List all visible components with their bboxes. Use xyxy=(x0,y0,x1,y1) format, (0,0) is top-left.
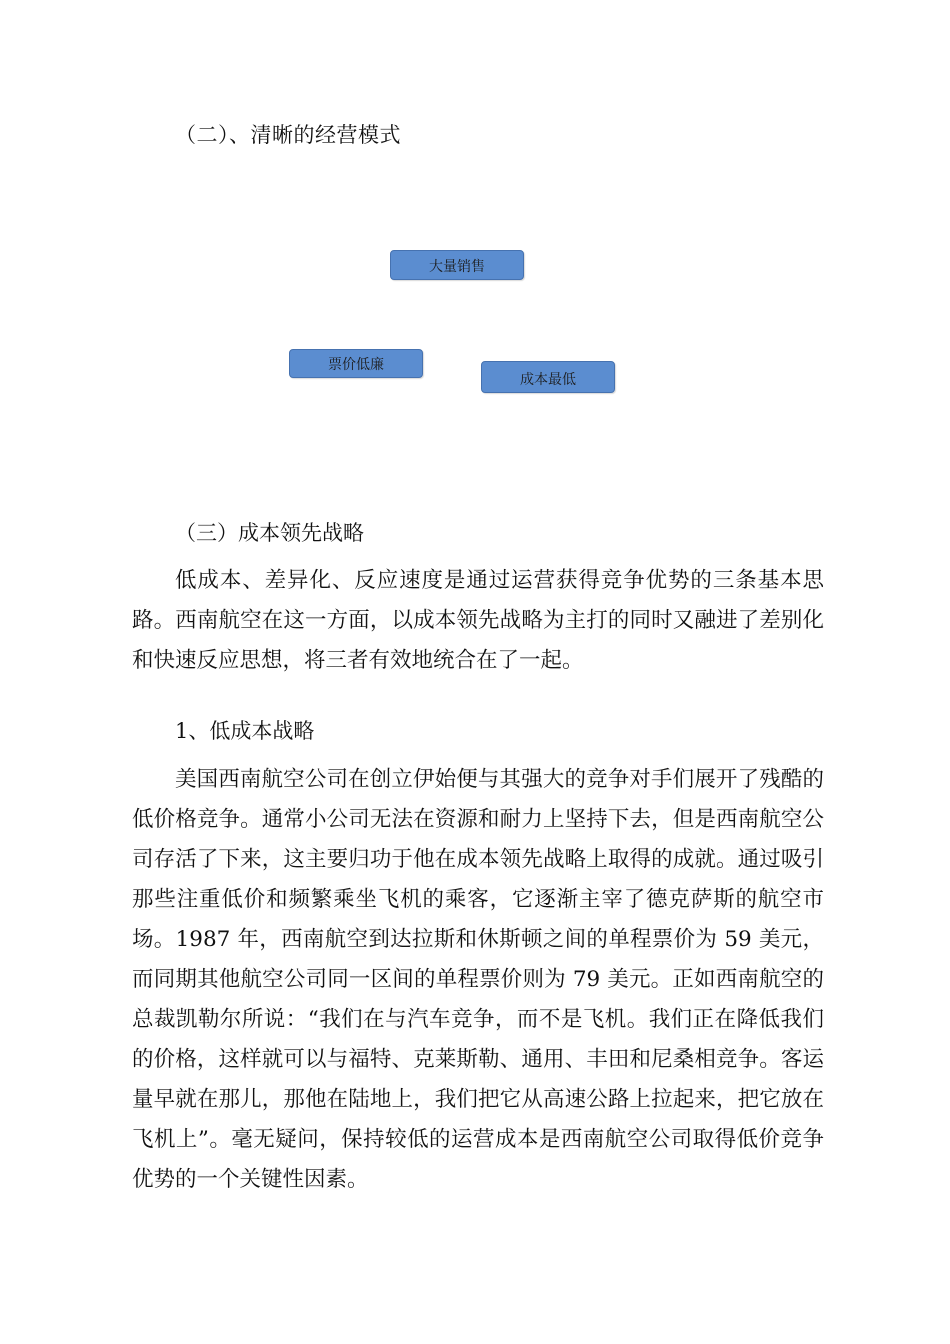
paragraph-cost-leadership: 低成本、差异化、反应速度是通过运营获得竞争优势的三条基本思路。西南航空在这一方面，以成本领先战略为主打的同时又融进了差别化和快速反应思想，将三者有效地统合在了一起。 xyxy=(132,568,824,673)
paragraph-low-cost-strategy: 美国西南航空公司在创立伊始便与其强大的竞争对手们展开了残酷的低价格竞争。通常小公司无法在资源和耐力上坚持下去，但是西南航空公司存活了下来，这主要归功于他在成本领先战略上取得的成就。通过吸引那些注重低价和频繁乘坐飞机的乘客，它逐渐主宰了德克萨斯的航空市场。1987 年，西南航空到达拉斯和休斯顿之间的单程票价为 59 美元，而同期其他航空公司同一区间的单程票价则为 79 美元。正如西南航空的总裁凯勒尔所说：“我们在与汽车竞争，而不是飞机。我们正在降低我们的价格，这样就可以与福特、克莱斯勒、通用、丰田和尼桑相竞争。客运量早就在那儿，那他在陆地上，我们把它从高速公路上拉起来，把它放在飞机上”。毫无疑问，保持较低的运营成本是西南航空公司取得低价竞争优势的一个关键性因素。 xyxy=(132,767,824,1192)
diagram-box-lowest-cost: 成本最低 xyxy=(481,361,615,393)
diagram-box-mass-sales: 大量销售 xyxy=(390,250,524,280)
section-heading-cost-leadership: （三）成本领先战略 xyxy=(175,521,364,545)
subsection-heading-low-cost-strategy: 1、低成本战略 xyxy=(175,719,315,743)
section-heading-business-model: （二）、清晰的经营模式 xyxy=(175,123,401,147)
diagram-box-low-fares: 票价低廉 xyxy=(289,349,423,378)
